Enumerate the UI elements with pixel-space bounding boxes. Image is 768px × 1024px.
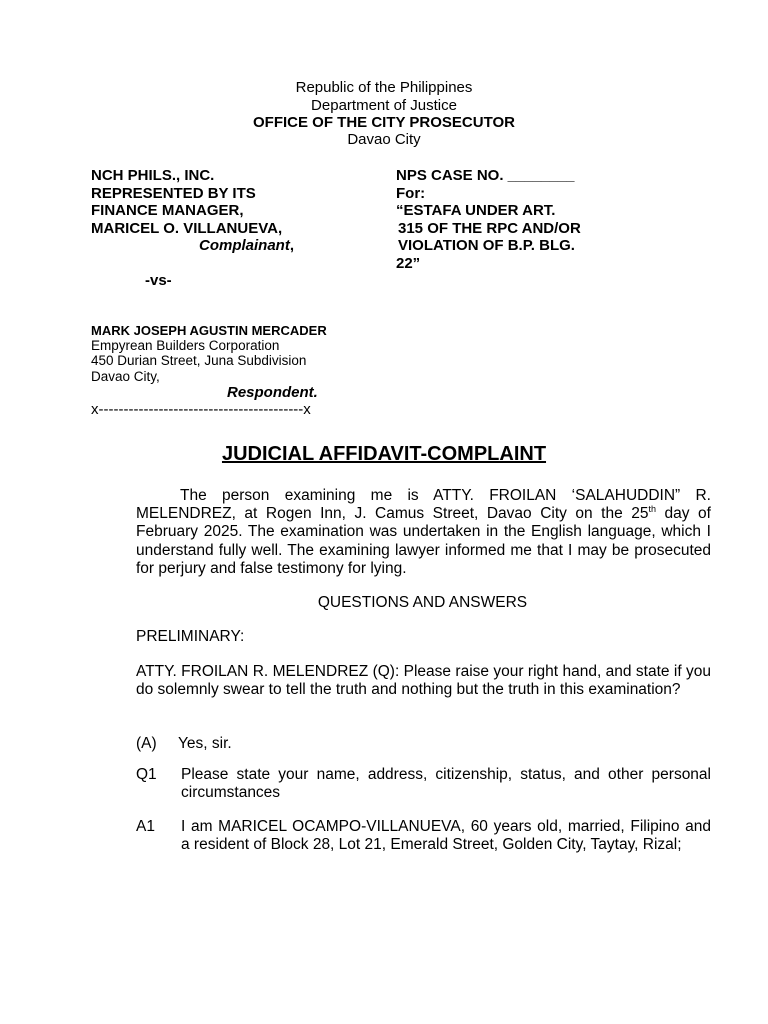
complainant-role [199,237,294,255]
header-city: Davao City [347,131,421,148]
intro-text-part2: day of February 2025. The examination was undertaken in the English language, which I understand fully well. The examining lawyer informed me that I may be prosecuted for perjury and false testimony for lying. [136,505,711,577]
oath-answer: Yes, sir. [178,735,232,752]
qa-heading: QUESTIONS AND ANSWERS [317,594,528,611]
respondent-company: Empyrean Builders Corporation [91,338,280,353]
complainant-role-label: Complainant [199,237,290,254]
caption-separator: x-----------------------------------------x [91,401,311,418]
case-charge-line3: VIOLATION OF B.P. BLG. [398,237,575,254]
respondent-address-line2: Davao City, [91,369,160,384]
versus-label: -vs- [145,272,172,289]
complainant-title: FINANCE MANAGER, [91,202,244,219]
complainant-role-comma: , [289,237,295,254]
intro-paragraph [136,487,711,578]
case-number: NPS CASE NO. ________ [396,167,575,184]
case-charge-line4: 22” [396,255,421,272]
preliminary-label: PRELIMINARY: [136,628,245,645]
complainant-represented: REPRESENTED BY ITS [91,185,256,202]
document-title: JUDICIAL AFFIDAVIT-COMPLAINT [221,443,547,465]
complainant-representative: MARICEL O. VILLANUEVA, [91,220,283,237]
case-charge-line1: “ESTAFA UNDER ART. [396,202,556,219]
q1-text: Please state your name, address, citizenship, status, and other personal circumstances [181,766,711,802]
intro-ordinal-suffix: th [648,504,657,515]
header-department: Department of Justice [311,97,457,114]
q1-label: Q1 [136,766,157,783]
respondent-role: Respondent. [227,384,318,401]
oath-answer-label: (A) [136,735,157,752]
a1-text: I am MARICEL OCAMPO-VILLANUEVA, 60 years old, married, Filipino and a resident of Block 28, Lot 21, Emerald Street, Golden City, Taytay, Rizal; [181,818,711,854]
complainant-name: NCH PHILS., INC. [91,167,215,184]
intro-text-part1: The person examining me is ATTY. FROILAN ‘SALAHUDDIN” R. MELENDREZ, at Rogen Inn, J. Camus Street, Davao City on the 25 [136,487,711,523]
respondent-name: MARK JOSEPH AGUSTIN MERCADER [91,323,327,338]
a1-label: A1 [136,818,155,835]
respondent-address-line1: 450 Durian Street, Juna Subdivision [91,353,307,368]
case-for-label: For: [396,185,426,202]
header-republic: Republic of the Philippines [295,79,473,96]
case-charge-line2: 315 OF THE RPC AND/OR [398,220,581,237]
oath-question: ATTY. FROILAN R. MELENDREZ (Q): Please raise your right hand, and state if you do solemnly swear to tell the truth and nothing but the truth in this examination? [136,663,711,699]
header-office: OFFICE OF THE CITY PROSECUTOR [253,114,515,131]
